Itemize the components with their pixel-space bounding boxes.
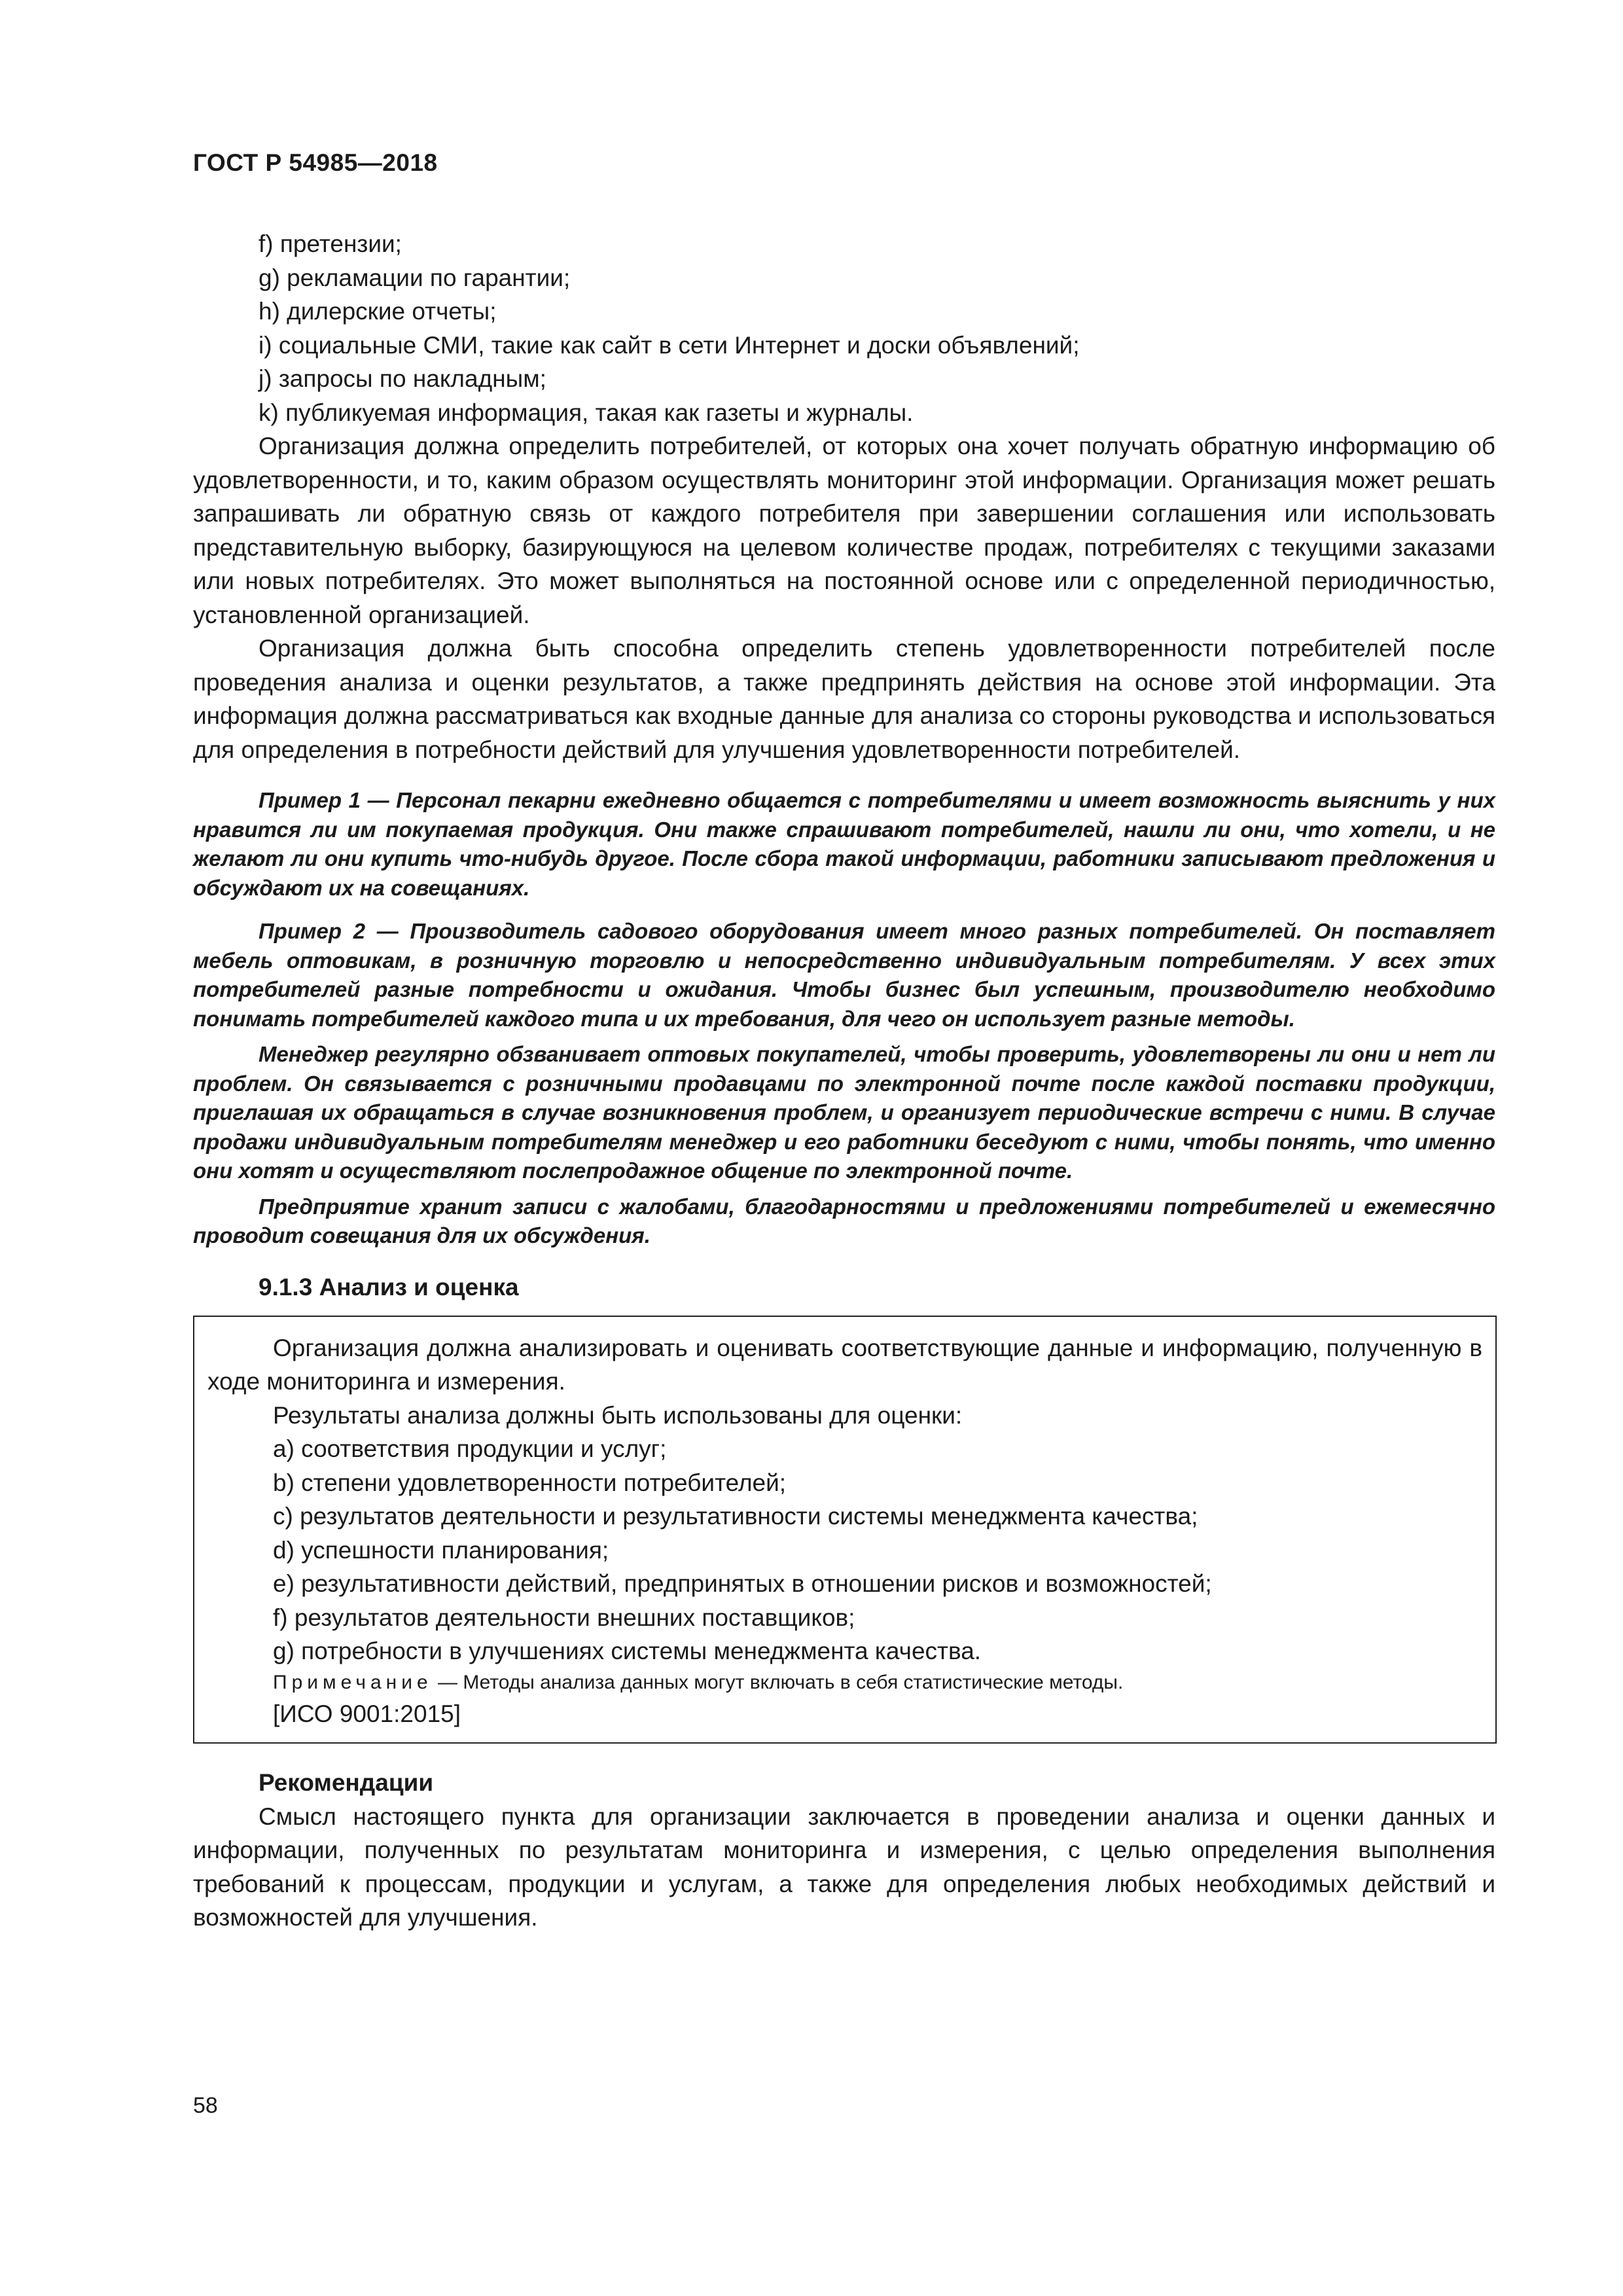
list-item-j: j) запросы по накладным;: [259, 365, 546, 392]
note-label: Примечание: [273, 1671, 433, 1693]
list-item-k: k) публикуемая информация, такая как газеты и журналы.: [259, 399, 914, 426]
page-content: [193, 227, 1495, 1935]
list-item-g: g) рекламации по гарантии;: [259, 264, 571, 291]
quote-source: [ИСО 9001:2015]: [273, 1700, 461, 1727]
list-item-f: f) претензии;: [259, 230, 402, 257]
quote-item-f: f) результатов деятельности внешних поставщиков;: [273, 1604, 855, 1631]
example-2-records: Предприятие хранит записи с жалобами, благодарностями и предложениями потребителей и ежемесячно проводит совещания для их обсуждения.: [193, 1194, 1495, 1247]
quote-item-a: a) соответствия продукции и услуг;: [273, 1435, 667, 1462]
examples-block: [193, 786, 1495, 1251]
example-2-manager: Менеджер регулярно обзванивает оптовых покупателей, чтобы проверить, удовлетворены ли они и нет ли проблем. Он связывается с розничными продавцами по электронной почте после каждой поставки продукции, приглашая их обращаться в случае возникновения проблем, и организует периодические встречи с ними. В случае продажи индивидуальным потребителям менеджер и его работники беседуют с ними, чтобы понять, что именно они хотят и осуществляют послепродажное общение по электронной почте.: [193, 1042, 1495, 1183]
quote-paragraph-2: Результаты анализа должны быть использованы для оценки:: [273, 1401, 963, 1429]
recommendations-title: Рекомендации: [259, 1769, 434, 1796]
quote-item-e: e) результативности действий, предпринятых в отношении рисков и возможностей;: [273, 1570, 1212, 1597]
example-1: Пример 1 — Персонал пекарни ежедневно общается с потребителями и имеет возможность выяснить у них нравится ли им покупаемая продукция. Они также спрашивают потребителей, нашли ли они, что хотели, и не желают ли они купить что-нибудь другое. После сбора такой информации, работники записывают предложения и обсуждают их на совещаниях.: [193, 788, 1495, 900]
quote-item-d: d) успешности планирования;: [273, 1536, 609, 1564]
quote-note: [207, 1668, 1482, 1697]
section-title: 9.1.3 Анализ и оценка: [259, 1273, 519, 1300]
document-header-code: ГОСТ Р 54985—2018: [193, 149, 438, 176]
list-item-i: i) социальные СМИ, такие как сайт в сети Интернет и доски объявлений;: [259, 331, 1080, 359]
list-item-h: h) дилерские отчеты;: [259, 298, 497, 325]
paragraph-feedback-sources: Организация должна определить потребителей, от которых она хочет получать обратную информацию об удовлетворенности, и то, каким образом осуществлять мониторинг этой информации. Организация может решать запрашивать ли обратную связь от каждого потребителя при завершении соглашения или использовать представительную выборку, базирующуюся на целевом количестве продаж, потребителях с текущими заказами или новых потребителях. Это может выполняться на постоянной основе или с определенной периодичностью, установленной организацией.: [193, 433, 1495, 628]
example-2: Пример 2 — Производитель садового оборудования имеет много разных потребителей. Он поставляет мебель оптовикам, в розничную торговлю и непосредственно индивидуальным потребителям. У всех этих потребителей разные потребности и ожидания. Чтобы бизнес был успешным, производителю необходимо понимать потребителей каждого типа и их требования, для чего он использует разные методы.: [193, 919, 1495, 1031]
recommendations-text: Смысл настоящего пункта для организации заключается в проведении анализа и оценки данных и информации, полученных по результатам мониторинга и измерения, с целью определения выполнения требований к процессам, продукции и услугам, а также для определения любых необходимых действий и возможностей для улучшения.: [193, 1803, 1495, 1931]
paragraph-satisfaction-analysis: Организация должна быть способна определить степень удовлетворенности потребителей после проведения анализа и оценки результатов, а также предпринять действия на основе этой информации. Эта информация должна рассматриваться как входные данные для анализа со стороны руководства и использоваться для определения в потребности действий для улучшения удовлетворенности потребителей.: [193, 635, 1495, 763]
quote-item-g: g) потребности в улучшениях системы менеджмента качества.: [273, 1638, 982, 1664]
page-number: 58: [193, 2093, 218, 2118]
quote-item-c: c) результатов деятельности и результативности системы менеджмента качества;: [273, 1503, 1198, 1530]
standard-quote-box: [193, 1316, 1497, 1744]
quote-item-b: b) степени удовлетворенности потребителей;: [273, 1469, 787, 1496]
note-text: — Методы анализа данных могут включать в себя статистические методы.: [432, 1671, 1124, 1693]
quote-paragraph-1: Организация должна анализировать и оценивать соответствующие данные и информацию, полученную в ходе мониторинга и измерения.: [207, 1334, 1482, 1395]
